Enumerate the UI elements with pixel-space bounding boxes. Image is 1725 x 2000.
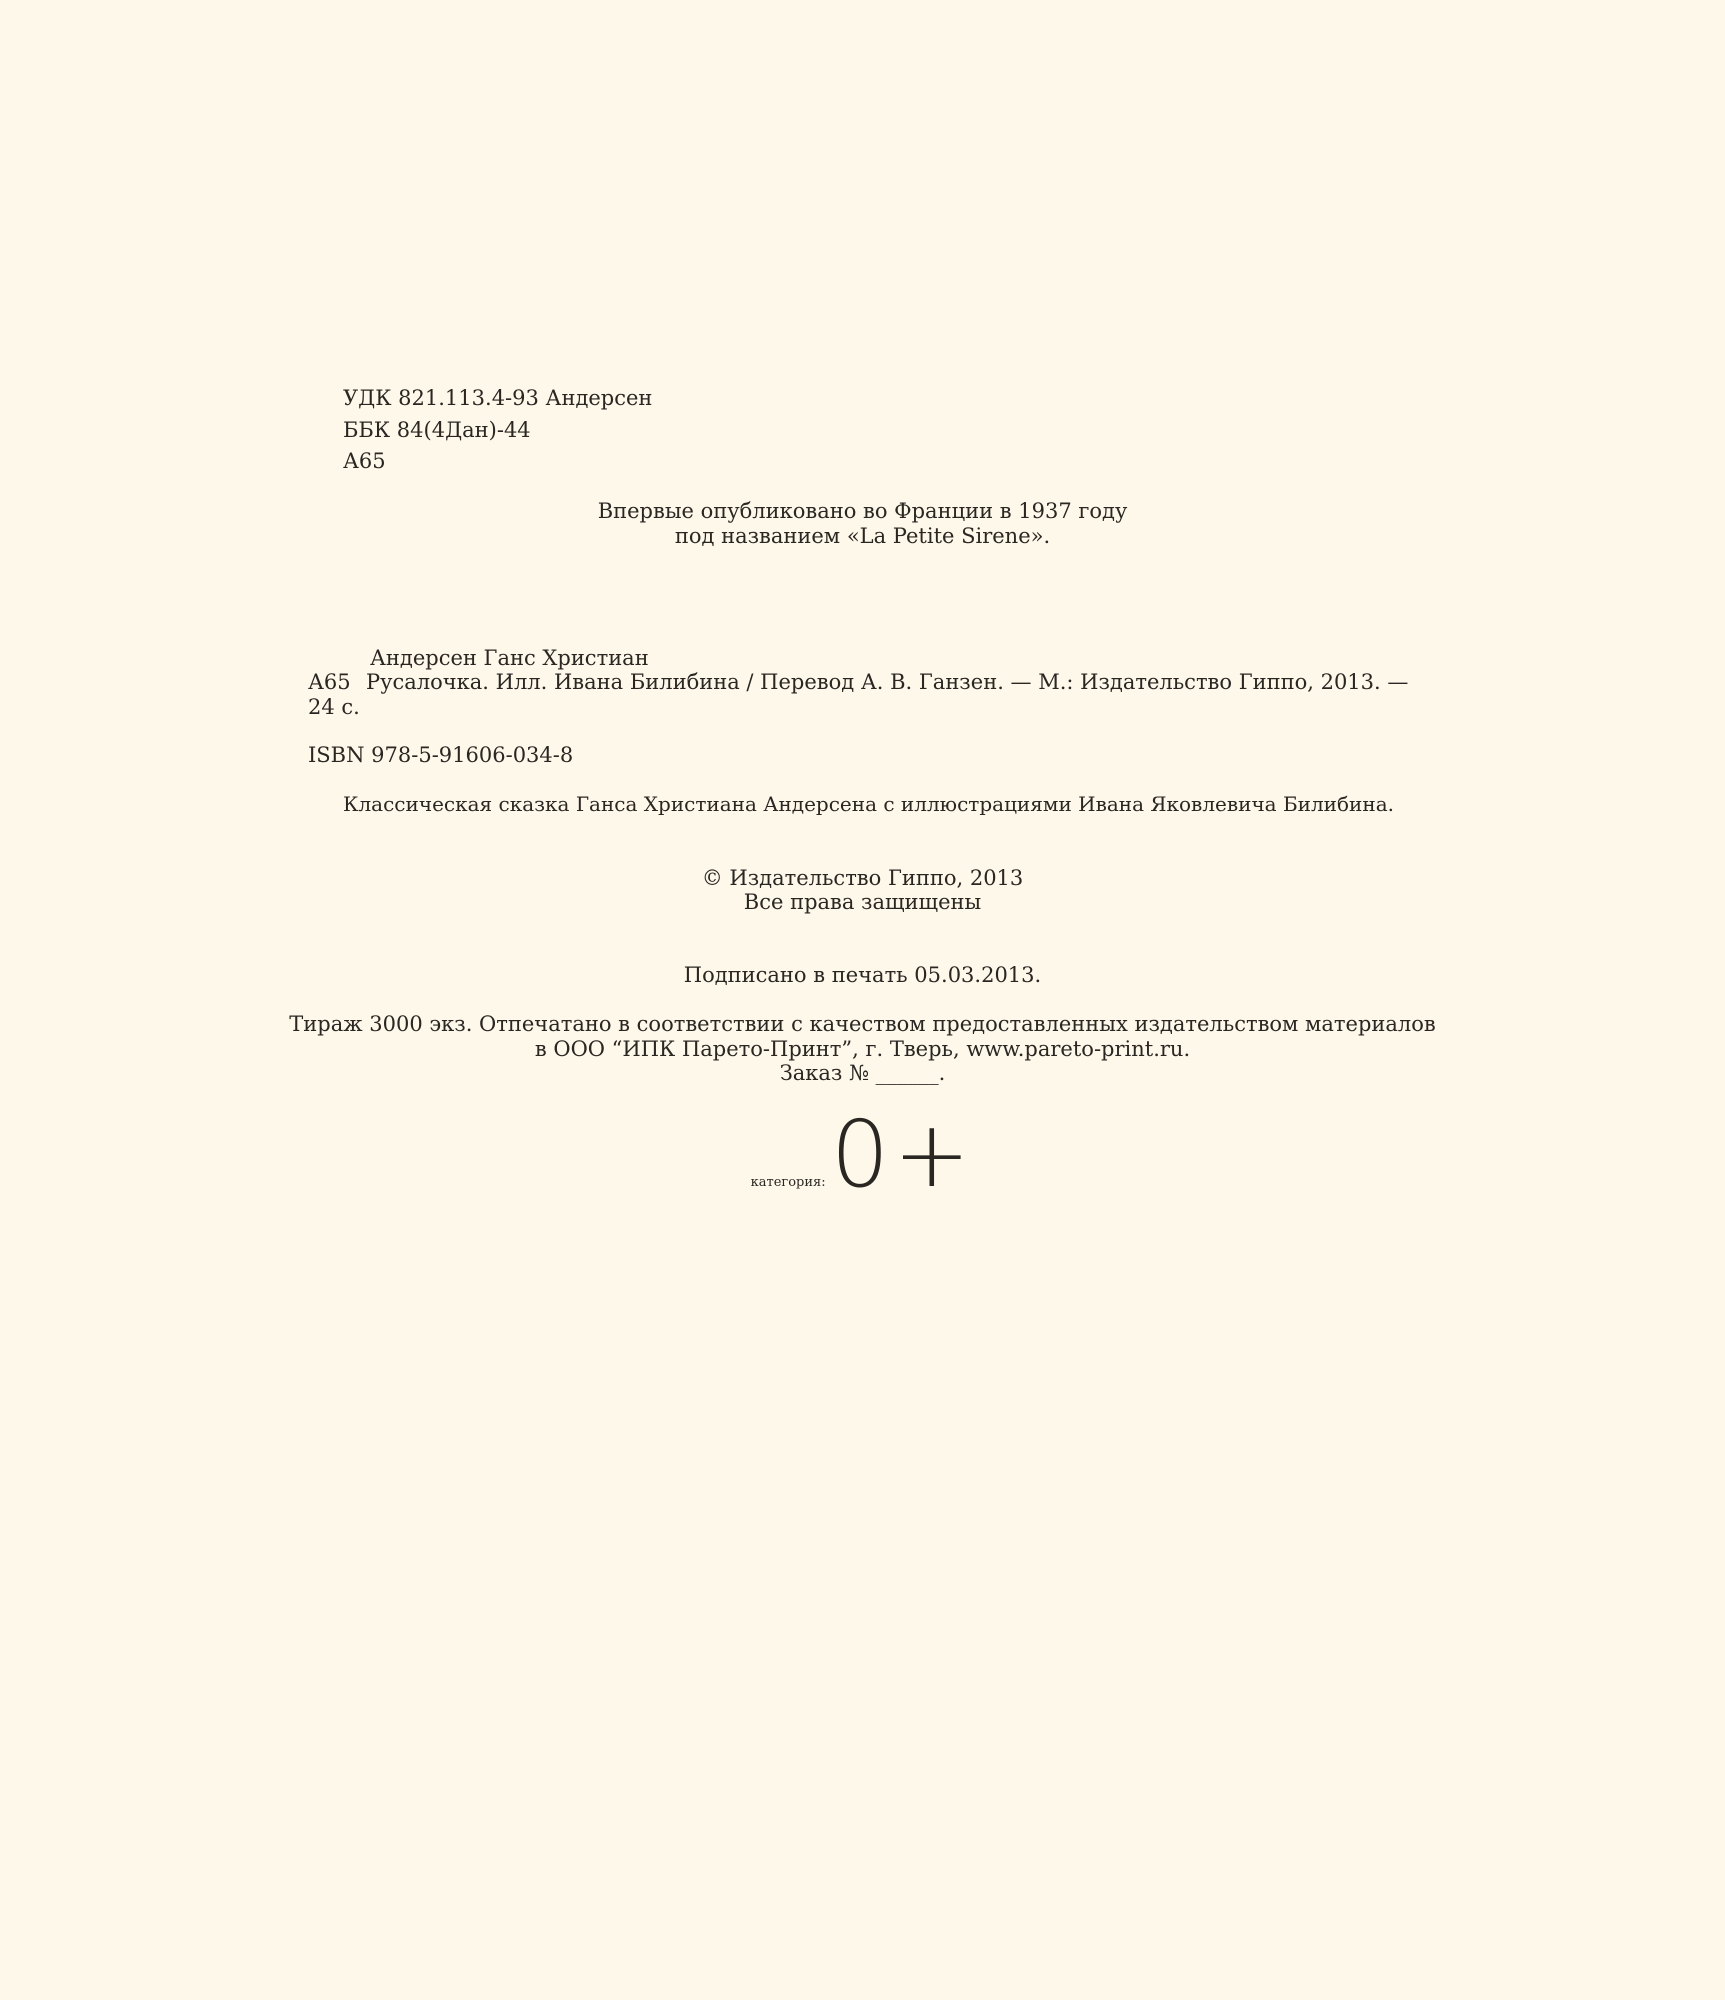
record-description: Русалочка. Илл. Ивана Билибина / Перевод А. В. Ганзен. — М.: Издательство Гиппо, 2013. — [366, 670, 1409, 694]
udk-code: УДК 821.113.4-93 Андерсен [343, 386, 653, 410]
isbn: ISBN 978-5-91606-034-8 [308, 743, 574, 767]
bbk-code: ББК 84(4Дан)-44 [343, 418, 531, 442]
order-number: Заказ № ______. [779, 1061, 946, 1085]
age-rating-label: категория: [750, 1175, 826, 1190]
print-run-line1: Тираж 3000 экз. Отпечатано в соответствии с качеством предоставленных издательством материалов [289, 1012, 1436, 1036]
first-published-line2: под названием «La Petite Sirene». [674, 524, 1051, 548]
print-run-line2: в ООО “ИПК Парето-Принт”, г. Тверь, www.pareto-print.ru. [534, 1037, 1191, 1061]
first-published-line1: Впервые опубликовано во Франции в 1937 году [597, 499, 1128, 523]
record-pages: 24 с. [308, 695, 360, 719]
annotation: Классическая сказка Ганса Христиана Андерсена с иллюстрациями Ивана Яковлевича Билибина. [343, 792, 1394, 816]
age-rating-value: 0+ [830, 1101, 975, 1208]
rights-reserved: Все права защищены [743, 890, 982, 914]
signed-to-print: Подписано в печать 05.03.2013. [683, 963, 1042, 987]
record-mark: А65 [308, 670, 351, 694]
age-rating [0, 1101, 1725, 1208]
record-author: Андерсен Ганс Христиан [370, 646, 649, 670]
author-mark: А65 [343, 449, 386, 473]
copyright-line: © Издательство Гиппо, 2013 [701, 866, 1024, 890]
